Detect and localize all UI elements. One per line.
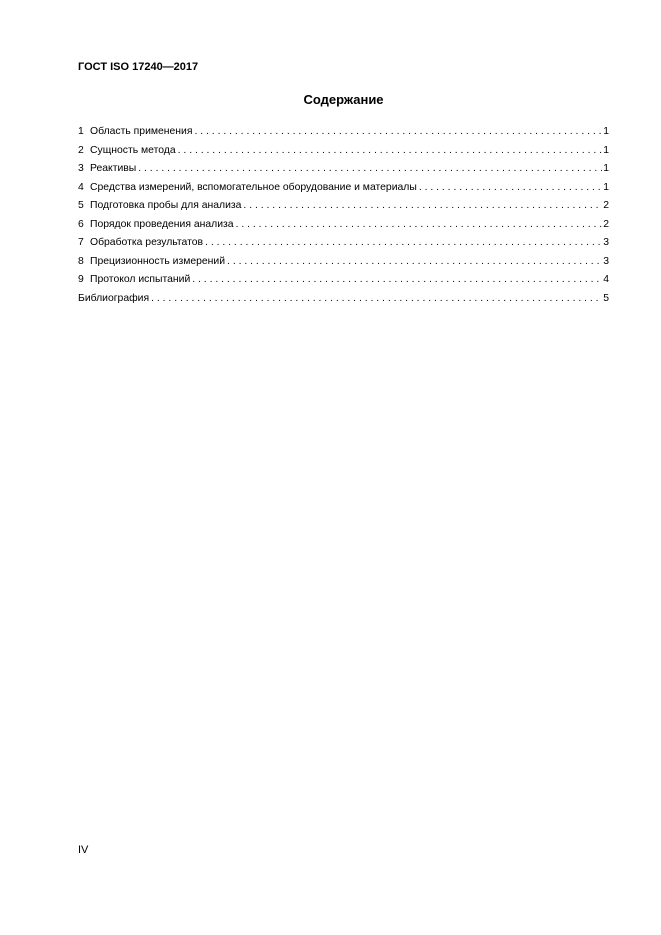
dot-leader: [194, 123, 602, 142]
toc-entry-label: Обработка результатов: [90, 237, 204, 248]
toc-entry-number: 8: [78, 255, 84, 267]
dot-leader: [178, 142, 602, 161]
toc-entry-number: 5: [78, 200, 84, 211]
toc-entry-equipment[interactable]: [78, 179, 609, 198]
toc-entry-label: Протокол испытаний: [90, 274, 191, 285]
toc-entry-precision[interactable]: [78, 253, 609, 272]
toc-entry-number: 1: [78, 126, 84, 137]
dot-leader: [151, 290, 602, 309]
toc-entry-page: 4: [603, 274, 609, 285]
toc-entry-bibliography[interactable]: [78, 290, 609, 309]
toc-entry-number: 6: [78, 218, 84, 230]
toc-entry-page: 3: [603, 255, 609, 267]
toc-entry-label: Подготовка пробы для анализа: [90, 200, 242, 211]
dot-leader: [192, 271, 602, 290]
toc-entry-number: 7: [78, 237, 84, 248]
dot-leader: [227, 253, 602, 272]
toc-entry-label: Область применения: [90, 126, 193, 137]
document-code-header: ГОСТ ISO 17240—2017: [78, 61, 199, 73]
toc-entry-test-report[interactable]: [78, 271, 609, 290]
toc-entry-page: 2: [603, 218, 609, 230]
dot-leader: [243, 197, 602, 216]
dot-leader: [205, 234, 602, 253]
toc-entry-method-principle[interactable]: [78, 142, 609, 161]
toc-entry-number: 9: [78, 274, 84, 285]
toc-entry-scope[interactable]: [78, 123, 609, 142]
toc-entry-number: 2: [78, 144, 84, 156]
toc-entry-page: 1: [603, 144, 609, 156]
toc-entry-number: 4: [78, 181, 84, 193]
toc-entry-page: 5: [603, 292, 609, 304]
toc-title: Содержание: [303, 92, 384, 107]
toc-entry-number: 3: [78, 163, 84, 174]
dot-leader: [138, 160, 602, 179]
dot-leader: [236, 216, 602, 235]
toc-entry-reagents[interactable]: [78, 160, 609, 179]
toc-entry-results-processing[interactable]: [78, 234, 609, 253]
page-number: IV: [78, 844, 89, 856]
toc-entry-label: Библиография: [78, 292, 150, 304]
toc-entry-label: Сущность метода: [90, 144, 176, 156]
toc-entry-label: Прецизионность измерений: [90, 255, 226, 267]
toc-entry-page: 3: [603, 237, 609, 248]
toc-entry-page: 1: [603, 126, 609, 137]
toc-entry-label: Реактивы: [90, 163, 137, 174]
toc-entry-procedure[interactable]: [78, 216, 609, 235]
toc-entry-page: 1: [603, 181, 609, 193]
toc-entry-sample-preparation[interactable]: [78, 197, 609, 216]
toc-entry-label: Порядок проведения анализа: [90, 218, 234, 230]
toc-entry-page: 2: [603, 200, 609, 211]
toc-entry-page: 1: [603, 163, 609, 174]
table-of-contents: [78, 123, 609, 308]
dot-leader: [419, 179, 602, 198]
toc-entry-label: Средства измерений, вспомогательное оборудование и материалы: [90, 181, 417, 193]
